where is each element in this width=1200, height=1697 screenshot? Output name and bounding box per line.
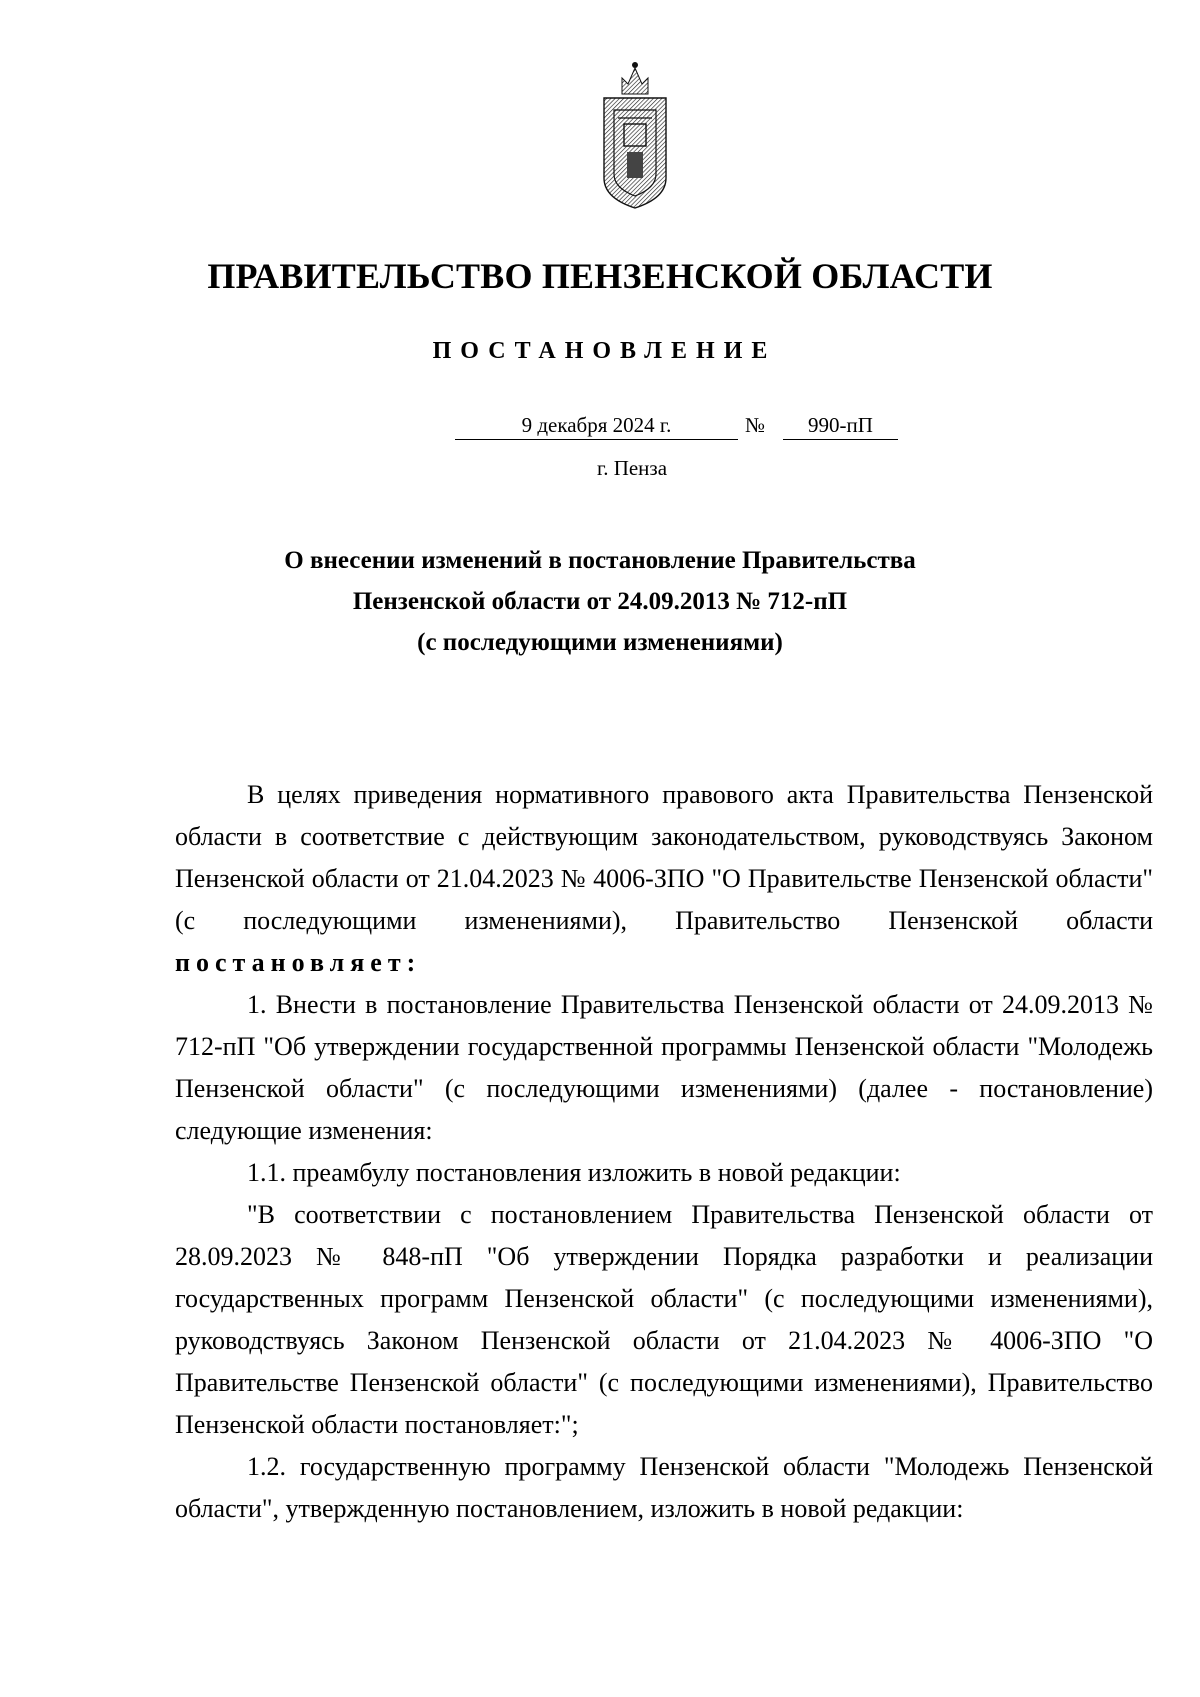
document-date: 9 декабря 2024 г. [455, 412, 738, 440]
document-body [175, 774, 1153, 1530]
coat-of-arms-icon [600, 58, 670, 210]
body-paragraph: 1.1. преамбулу постановления изложить в новой редакции: [247, 1158, 901, 1187]
document-subject [0, 540, 1200, 663]
subject-line: (с последующими изменениями) [417, 629, 783, 656]
document-type: ПОСТАНОВЛЕНИЕ [432, 338, 777, 364]
resolution-keyword: постановляет: [175, 948, 422, 977]
paragraph-text: В целях приведения нормативного правового акта Правительства Пензенской области в соответствие с действующим законодательством, руководствуясь Законом Пензенской области от 21.04.2023 № 4006-ЗПО "О Правительстве Пензенской области" (с последующими изменениями), Правительство Пензенской области [175, 780, 1153, 935]
subject-line: Пензенской области от 24.09.2013 № 712-пП [352, 588, 848, 615]
subject-line: О внесении изменений в постановление Правительства [284, 547, 916, 574]
number-sign: № [745, 413, 766, 437]
body-paragraph: 1. Внести в постановление Правительства Пензенской области от 24.09.2013 № 712-пП "Об утверждении государственной программы Пензенской области "Молодежь Пензенской области" (с последующими изменениями) (далее - постановление) следующие изменения: [175, 990, 1153, 1145]
body-paragraph [175, 774, 1153, 984]
document-city: г. Пенза [596, 456, 668, 480]
organization-title: ПРАВИТЕЛЬСТВО ПЕНЗЕНСКОЙ ОБЛАСТИ [207, 256, 993, 296]
body-paragraph: "В соответствии с постановлением Правительства Пензенской области от 28.09.2023 № 848-пП "Об утверждении Порядка разработки и реализации государственных программ Пензенской области" (с последующими изменениями), руководствуясь Законом Пензенской области от 21.04.2023 № 4006-ЗПО "О Правительстве Пензенской области" (с последующими изменениями), Правительство Пензенской области постановляет:"; [175, 1200, 1153, 1439]
document-number: 990-пП [783, 412, 898, 440]
body-paragraph: 1.2. государственную программу Пензенской области "Молодежь Пензенской области", утвержденную постановлением, изложить в новой редакции: [175, 1452, 1153, 1523]
